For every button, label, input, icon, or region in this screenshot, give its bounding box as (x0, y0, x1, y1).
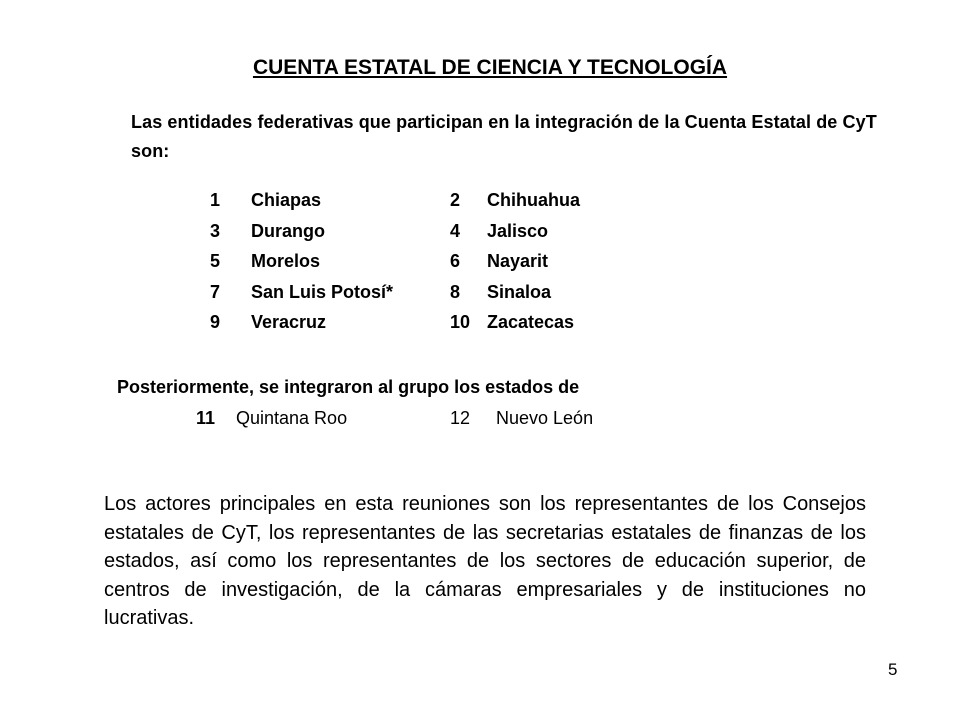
entity-number: 3 (209, 220, 220, 241)
entity-name: Sinaloa (487, 281, 552, 302)
entity-number: 7 (209, 281, 220, 302)
entity-name: Nuevo León (496, 408, 594, 428)
entity-name: Durango (251, 220, 325, 241)
later-entity-row (0, 408, 960, 436)
entity-name: Veracruz (251, 312, 327, 332)
entity-list (0, 190, 960, 343)
entity-name: Zacatecas (487, 312, 575, 332)
page-title: CUENTA ESTATAL DE CIENCIA Y TECNOLOGÍA (252, 56, 728, 79)
entity-number: 10 (450, 312, 471, 332)
entity-number: 2 (450, 190, 461, 210)
entity-row (0, 282, 960, 313)
entity-number: 5 (209, 251, 220, 271)
entity-number: 8 (450, 281, 461, 302)
entity-name: Quintana Roo (236, 408, 348, 428)
entity-row (0, 221, 960, 252)
entity-row (0, 312, 960, 343)
entity-row (0, 190, 960, 221)
entity-name: Jalisco (487, 220, 549, 241)
entity-number: 6 (450, 251, 461, 271)
entity-name: Nayarit (487, 251, 549, 271)
page-number: 5 (888, 660, 898, 679)
entity-number: 4 (450, 220, 461, 241)
entity-number: 1 (209, 190, 220, 210)
entity-number: 12 (450, 408, 471, 428)
entity-number: 11 (196, 408, 216, 428)
entity-name: San Luis Potosí* (251, 281, 394, 302)
later-intro-text: Posteriormente, se integraron al grupo los estados de (117, 377, 580, 397)
entity-name: Chiapas (251, 190, 322, 210)
entity-name: Chihuahua (487, 190, 580, 210)
entity-row (0, 251, 960, 282)
actors-paragraph: Los actores principales en esta reuniones son los representantes de los Consejos estatales de CyT, los representantes de las secretarias estatales de finanzas de los estados, así como los representantes de los sectores de educación superior, de centros de investigación, de la cámaras empresariales y de instituciones no lucrativas. (104, 493, 866, 629)
entity-name: Morelos (251, 251, 321, 271)
entity-number: 9 (209, 312, 220, 332)
intro-paragraph: Las entidades federativas que participan en la integración de la Cuenta Estatal de CyT son: (131, 112, 877, 161)
